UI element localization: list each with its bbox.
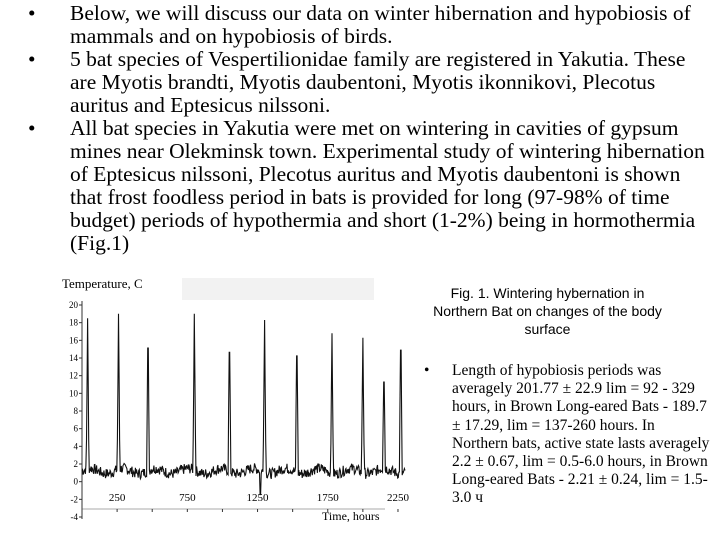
figure-caption: Fig. 1. Wintering hybernation in Northern Bat on changes of the body surface [433,285,662,337]
side-note-item [420,362,710,508]
y-tick-label: 10 [69,388,78,399]
y-tick-label: 16 [69,335,78,346]
x-tick-label: 1250 [246,492,269,504]
bullet-marker: • [424,362,430,379]
x-tick-label: 1750 [316,492,339,504]
bullet-text: All bat species in Yakutia were met on wintering in cavities of gypsum mines near Olekminsk town. Experimental study of wintering hibernation of Eptesicus nilssoni, Plecotus auritus and Myotis daubentoni is shown that frost foodless period in bats is provided for long (97-98% of time budget) periods of hypothermia and short (1-2%) being in hormothermia (Fig.1) [70,116,705,255]
bullet-list [22,2,712,255]
y-tick-label: 4 [73,441,78,452]
y-tick-label: 18 [69,317,78,328]
bullet-item [22,117,712,255]
y-tick-label: 6 [73,423,78,434]
series-line [82,314,405,495]
x-tick-label: 250 [108,492,126,504]
x-tick-label: 2250 [386,492,409,504]
y-tick-label: 2 [73,459,78,469]
bullet-marker: • [28,47,36,71]
y-tick-label: 8 [73,406,78,416]
y-axis-title: Temperature, C [62,276,143,291]
x-tick-label: 750 [179,492,196,504]
y-tick-label: 0 [73,476,78,487]
y-tick-label: -2 [70,494,78,505]
bullet-text: Below, we will discuss our data on winter hibernation and hypobiosis of mammals and on hypobiosis of birds. [70,1,691,48]
bullet-marker: • [28,1,36,25]
bullet-marker: • [28,116,36,140]
y-tick-label: 20 [69,300,78,310]
y-tick-label: -4 [70,512,78,522]
x-axis-title: Time, hours [322,509,380,523]
side-note-text: Length of hypobiosis periods was averagely 201.77 ± 22.9 lim = 92 - 329 hours, in Brown Long-eared Bats - 189.7 ± 17.29, lim = 137-260 hours. In Northern bats, active state lasts averagely 2.2 ± 0.67, lim = 0.5-6.0 hours, in Brown Long-eared Bats - 2.21 ± 0.24, lim = 1.5-3.0 ч [452,362,710,507]
y-tick-label: 14 [69,353,78,363]
bullet-item [22,2,712,48]
temperature-chart [60,270,409,532]
bullet-text: 5 bat species of Vespertilionidae family are registered in Yakutia. These are Myotis brandti, Myotis daubentoni, Myotis ikonnikovi, Plecotus auritus and Eptesicus nilssoni. [70,47,686,117]
y-tick-label: 12 [69,370,78,381]
label-mask [182,278,374,300]
bullet-item [22,48,712,117]
side-note-list [420,362,710,508]
